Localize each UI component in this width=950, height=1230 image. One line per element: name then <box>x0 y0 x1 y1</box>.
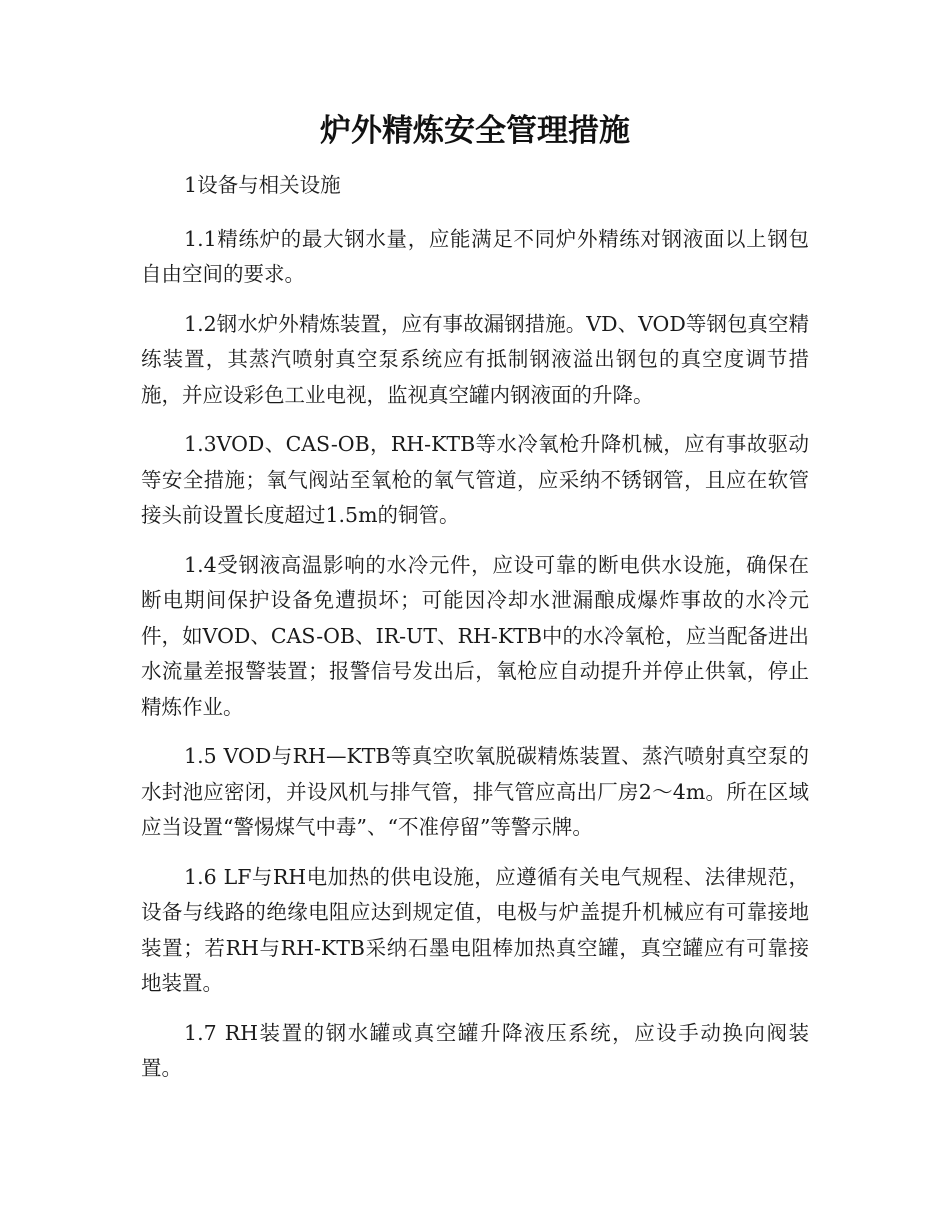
paragraph-1-6: 1.6 LF与RH电加热的供电设施，应遵循有关电气规程、法律规范，设备与线路的绝缘电阻应达到规定值，电极与炉盖提升机械应有可靠接地装置；若RH与RH-KTB采纳石墨电阻棒加热真空罐，真空罐应有可靠接地装置。 <box>141 864 809 995</box>
paragraph-1-3: 1.3VOD、CAS-OB，RH-KTB等水冷氧枪升降机械，应有事故驱动等安全措施；氧气阀站至氧枪的氧气管道，应采纳不锈钢管，且应在软管接头前设置长度超过1.5m的铜管。 <box>141 432 809 527</box>
paragraph-1-4: 1.4受钢液高温影响的水冷元件，应设可靠的断电供水设施，确保在断电期间保护设备免遭损坏；可能因冷却水泄漏酿成爆炸事故的水冷元件，如VOD、CAS-OB、IR-UT、RH-KTB中的水冷氧枪，应当配备进出水流量差报警装置；报警信号发出后，氧枪应自动提升并停止供氧，停止精炼作业。 <box>141 552 809 719</box>
document-title: 炉外精炼安全管理措施 <box>320 113 630 149</box>
paragraph-1-2: 1.2钢水炉外精炼装置，应有事故漏钢措施。VD、VOD等钢包真空精练装置，其蒸汽喷射真空泵系统应有抵制钢液溢出钢包的真空度调节措施，并应设彩色工业电视，监视真空罐内钢液面的升降。 <box>141 311 809 407</box>
document-body <box>141 168 809 1101</box>
section-heading: 1设备与相关设施 <box>184 173 341 197</box>
paragraph-1-7: 1.7 RH装置的钢水罐或真空罐升降液压系统，应设手动换向阀装置。 <box>141 1020 809 1080</box>
paragraph-1-1: 1.1精练炉的最大钢水量，应能满足不同炉外精练对钢液面以上钢包自由空间的要求。 <box>141 226 809 286</box>
paragraph-1-5: 1.5 VOD与RH—KTB等真空吹氧脱碳精炼装置、蒸汽喷射真空泵的水封池应密闭，并设风机与排气管，排气管应高出厂房2～4m。所在区域应当设置“警惕煤气中毒”、“不准停留”等警示牌。 <box>141 744 809 839</box>
